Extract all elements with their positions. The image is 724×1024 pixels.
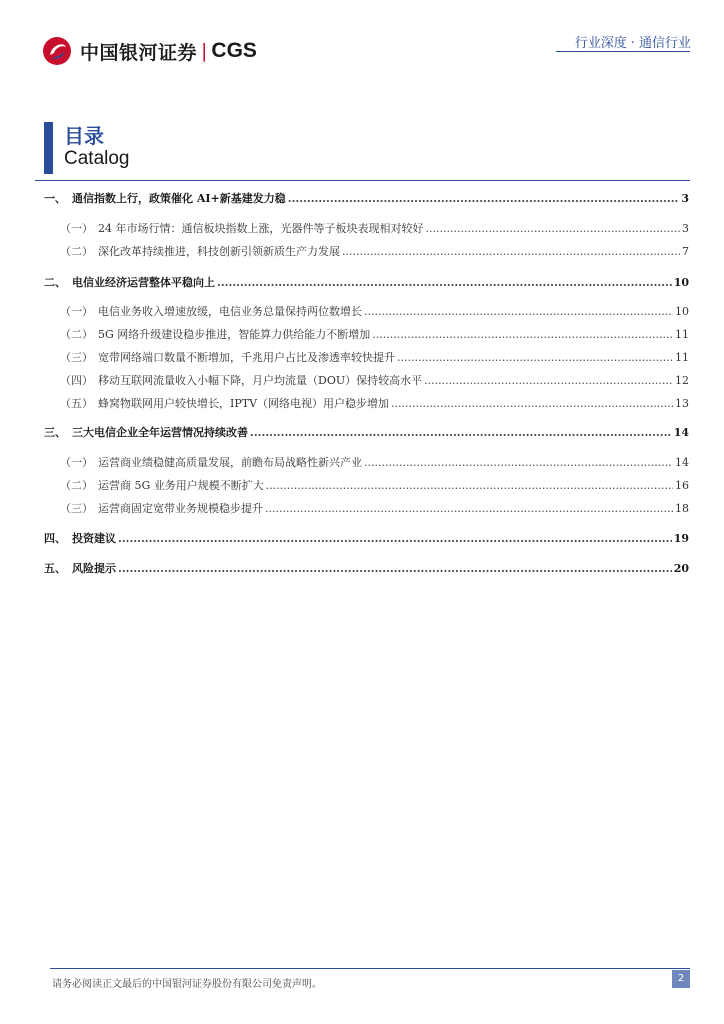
toc-entry-title: 运营商固定宽带业务规模稳步提升 — [98, 502, 263, 515]
toc-entry-title: 运营商业绩稳健高质量发展，前瞻布局战略性新兴产业 — [98, 456, 362, 469]
toc-divider — [35, 180, 690, 181]
toc-entry[interactable] — [44, 192, 689, 206]
toc-entry[interactable] — [60, 374, 689, 388]
toc-entry[interactable] — [60, 351, 689, 365]
toc-entry[interactable] — [60, 456, 689, 470]
page-header — [0, 0, 724, 80]
toc-entry-number: 一、 — [44, 192, 66, 205]
toc-entry-number: （二） — [60, 245, 93, 258]
toc-entry[interactable] — [44, 562, 689, 576]
logo-text-en: CGS — [211, 39, 257, 62]
toc-entry-number: （一） — [60, 222, 93, 235]
toc-entry-page: 3 — [681, 192, 689, 205]
toc-entry[interactable] — [60, 479, 689, 493]
footer-disclaimer: 请务必阅读正文最后的中国银河证券股份有限公司免责声明。 — [52, 979, 322, 990]
toc-entry[interactable] — [44, 276, 689, 290]
title-accent-bar — [44, 122, 53, 174]
company-logo — [42, 36, 257, 66]
toc-title-cn: 目录 — [64, 124, 104, 148]
toc-entry-page: 12 — [675, 374, 689, 387]
toc-entry-page: 11 — [675, 328, 689, 341]
toc-leader-dots — [250, 426, 672, 440]
toc-entry-title: 宽带网络端口数量不断增加，千兆用户占比及渗透率较快提升 — [98, 351, 395, 364]
toc-entry[interactable] — [60, 222, 689, 236]
toc-entry-title: 深化改革持续推进，科技创新引领新质生产力发展 — [98, 245, 340, 258]
cgs-logo-icon — [42, 36, 72, 66]
toc-entry-title: 移动互联网流量收入小幅下降，月户均流量（DOU）保持较高水平 — [98, 374, 423, 387]
toc-entry-title: 通信指数上行，政策催化 AI+新基建发力稳 — [72, 192, 286, 205]
toc-entry-number: 二、 — [44, 276, 66, 289]
toc-entry-number: （一） — [60, 456, 93, 469]
toc-entry-title: 风险提示 — [72, 562, 116, 575]
toc-entry-title: 电信业经济运营整体平稳向上 — [72, 276, 215, 289]
toc-entry-number: （三） — [60, 502, 93, 515]
toc-leader-dots — [391, 397, 673, 411]
toc-entry[interactable] — [44, 426, 689, 440]
toc-entry[interactable] — [44, 532, 689, 546]
category-dot: · — [630, 36, 635, 51]
toc-entry[interactable] — [60, 245, 689, 259]
toc-entry-number: （二） — [60, 328, 93, 341]
toc-leader-dots — [288, 192, 680, 206]
toc-entry-title: 三大电信企业全年运营情况持续改善 — [72, 426, 248, 439]
toc-entry[interactable] — [60, 328, 689, 342]
toc-entry-page: 10 — [675, 305, 689, 318]
toc-entry-page: 14 — [673, 426, 689, 439]
toc-entry-number: （二） — [60, 479, 93, 492]
header-underline — [556, 51, 690, 52]
toc-leader-dots — [397, 351, 673, 365]
toc-entry-number: （三） — [60, 351, 93, 364]
toc-entry-number: （四） — [60, 374, 93, 387]
toc-leader-dots — [426, 222, 681, 236]
toc-leader-dots — [266, 479, 673, 493]
page-number: 2 — [672, 970, 690, 988]
toc-leader-dots — [342, 245, 680, 259]
toc-leader-dots — [424, 374, 673, 388]
industry-label: 通信行业 — [638, 36, 691, 51]
toc-entry-number: 三、 — [44, 426, 66, 439]
toc-leader-dots — [118, 562, 672, 576]
toc-entry-page: 7 — [682, 245, 689, 258]
toc-entry-page: 20 — [673, 562, 689, 575]
toc-leader-dots — [217, 276, 672, 290]
toc-entry[interactable] — [60, 502, 689, 516]
toc-entry-number: （五） — [60, 397, 93, 410]
toc-leader-dots — [364, 305, 673, 319]
toc-entry-page: 16 — [675, 479, 689, 492]
toc-entry-page: 19 — [673, 532, 689, 545]
toc-entry-number: 五、 — [44, 562, 66, 575]
logo-text-cn: 中国银河证券 — [80, 41, 198, 64]
toc-entry-page: 14 — [675, 456, 689, 469]
toc-entry-page: 13 — [675, 397, 689, 410]
toc-entry-title: 投资建议 — [72, 532, 116, 545]
report-category — [575, 32, 691, 51]
toc-entry-title: 蜂窝物联网用户较快增长，IPTV（网络电视）用户稳步增加 — [98, 397, 390, 410]
category-label: 行业深度 — [574, 36, 627, 51]
toc-entry-title: 电信业务收入增速放缓，电信业务总量保持两位数增长 — [98, 305, 362, 318]
toc-title-en: Catalog — [64, 148, 130, 169]
toc-entry[interactable] — [60, 305, 689, 319]
toc-entry-title: 运营商 5G 业务用户规模不断扩大 — [98, 479, 264, 492]
logo-separator: | — [201, 40, 208, 62]
toc-leader-dots — [364, 456, 673, 470]
toc-leader-dots — [265, 502, 673, 516]
toc-entry-page: 3 — [682, 222, 689, 235]
toc-entry-page: 18 — [675, 502, 689, 515]
footer-rule — [50, 968, 690, 969]
toc-entry-number: （一） — [60, 305, 93, 318]
toc-entry-title: 24 年市场行情：通信板块指数上涨，光器件等子板块表现相对较好 — [98, 222, 424, 235]
toc-leader-dots — [372, 328, 673, 342]
toc-entry[interactable] — [60, 397, 689, 411]
toc-entry-page: 11 — [675, 351, 689, 364]
toc-entry-title: 5G 网络升级建设稳步推进，智能算力供给能力不断增加 — [98, 328, 371, 341]
toc-leader-dots — [118, 532, 672, 546]
toc-entry-page: 10 — [673, 276, 689, 289]
toc-entry-number: 四、 — [44, 532, 66, 545]
